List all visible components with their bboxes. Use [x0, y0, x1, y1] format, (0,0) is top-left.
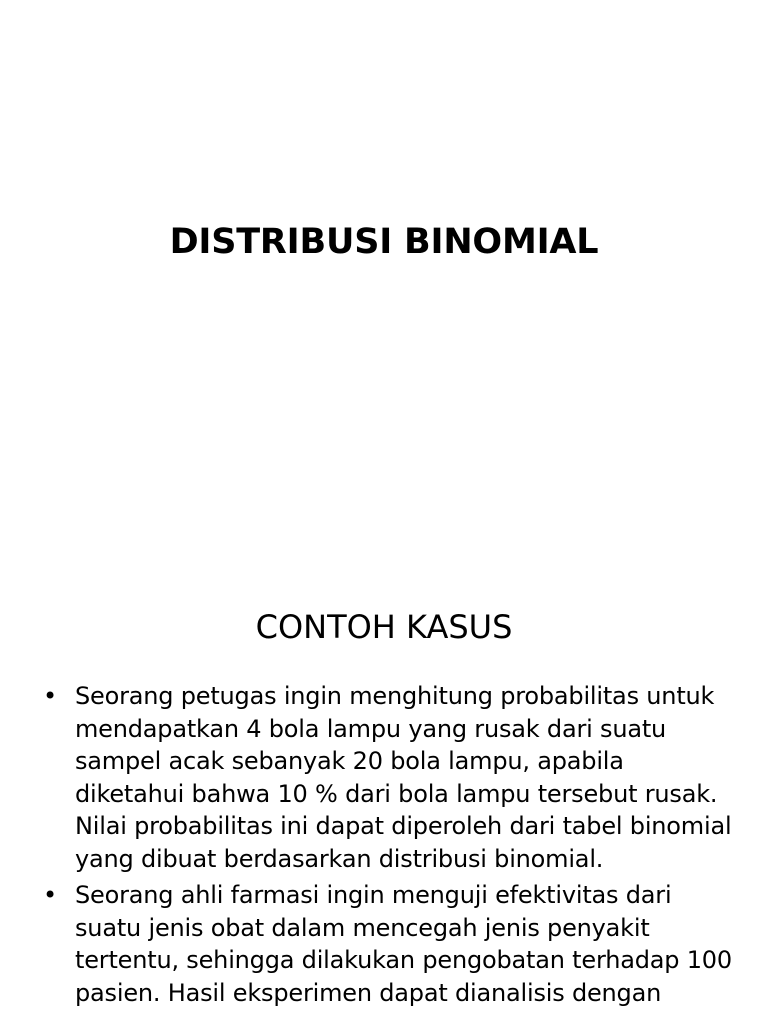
- bullet-text: Seorang petugas ingin menghitung probabilitas untuk mendapatkan 4 bola lampu yang rusak dari suatu sampel acak sebanyak 20 bola lampu, apabila diketahui bahwa 10 % dari bola lampu tersebut rusak. Nilai probabilitas ini dapat diperoleh dari tabel binomial yang dibuat berdasarkan distribusi binomial.: [75, 682, 732, 873]
- bullet-icon: •: [43, 881, 57, 909]
- bullet-list: [43, 680, 733, 1013]
- list-item: [43, 680, 733, 875]
- bullet-text: Seorang ahli farmasi ingin menguji efektivitas dari suatu jenis obat dalam mencegah jenis penyakit tertentu, sehingga dilakukan pengobatan terhadap 100 pasien. Hasil eksperimen dapat dianalisis dengan: [75, 881, 732, 1007]
- slide-title: [0, 0, 768, 500]
- slide-title-heading: DISTRIBUSI BINOMIAL: [169, 222, 599, 262]
- bullet-icon: •: [43, 682, 57, 710]
- section-heading: CONTOH KASUS: [255, 608, 513, 646]
- slide-example-cases: [0, 500, 768, 1024]
- list-item: [43, 879, 733, 1009]
